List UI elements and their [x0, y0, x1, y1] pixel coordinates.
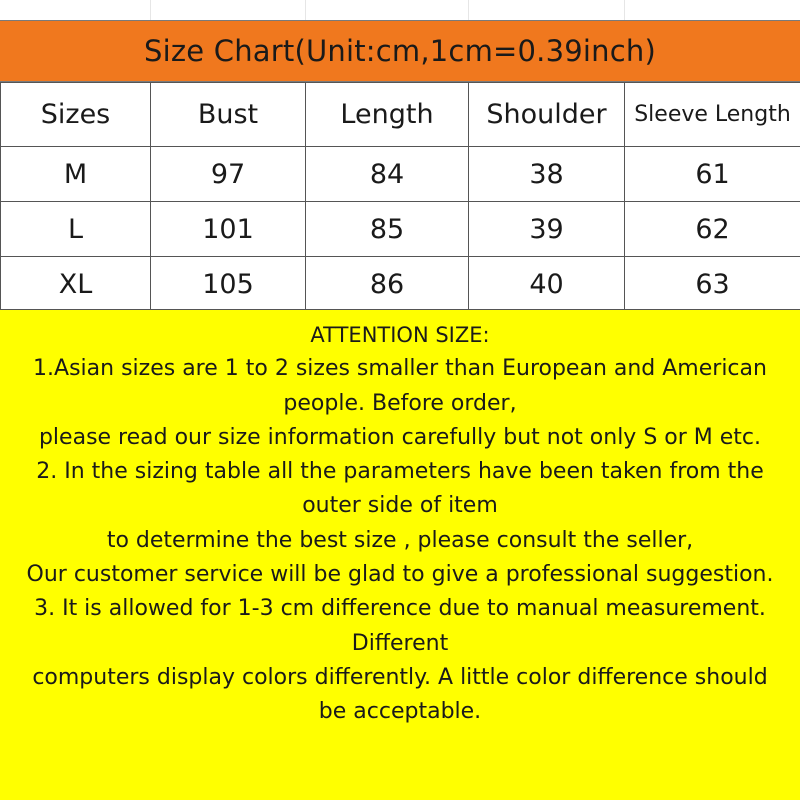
- shoulder-cell: 38: [469, 147, 625, 202]
- table-row: [1, 257, 800, 312]
- column-header-shoulder: Shoulder: [469, 83, 625, 147]
- shoulder-cell: 39: [469, 202, 625, 257]
- size-cell: M: [1, 147, 151, 202]
- notice-line: computers display colors differently. A little color difference should: [32, 664, 768, 690]
- size-cell: L: [1, 202, 151, 257]
- grid-line: [624, 0, 625, 20]
- sleeve-length-cell: 63: [625, 257, 800, 312]
- notice-line: 1.Asian sizes are 1 to 2 sizes smaller than European and American: [33, 356, 767, 382]
- notice-line: to determine the best size , please consult the seller,: [106, 527, 694, 553]
- column-header-sizes: Sizes: [1, 83, 151, 147]
- bust-cell: 101: [151, 202, 306, 257]
- length-cell: 85: [306, 202, 469, 257]
- notice-heading: ATTENTION SIZE:: [310, 323, 490, 347]
- sleeve-length-cell: 62: [625, 202, 800, 257]
- notice-line: Our customer service will be glad to give a professional suggestion.: [26, 562, 774, 588]
- table-row: [1, 147, 800, 202]
- notice-line: be acceptable.: [318, 699, 482, 725]
- notice-line: 3. It is allowed for 1-3 cm difference due to manual measurement.: [34, 596, 766, 622]
- table-row: [1, 202, 800, 257]
- length-cell: 84: [306, 147, 469, 202]
- table-header-row: [1, 83, 800, 147]
- shoulder-cell: 40: [469, 257, 625, 312]
- notice-line: Different: [351, 630, 449, 656]
- sleeve-length-cell: 61: [625, 147, 800, 202]
- grid-line: [305, 0, 306, 20]
- column-header-sleeve-length: Sleeve Length: [625, 83, 800, 147]
- column-header-bust: Bust: [151, 83, 306, 147]
- notice-line: please read our size information carefully but not only S or M etc.: [38, 424, 762, 450]
- column-header-length: Length: [306, 83, 469, 147]
- grid-line: [468, 0, 469, 20]
- size-table: [0, 82, 800, 312]
- bust-cell: 105: [151, 257, 306, 312]
- spreadsheet-grid-strip: [0, 0, 800, 20]
- attention-notice: [0, 309, 800, 800]
- notice-line: people. Before order,: [283, 390, 517, 416]
- grid-line: [150, 0, 151, 20]
- size-chart-title: Size Chart(Unit:cm,1cm=0.39inch): [0, 20, 800, 82]
- length-cell: 86: [306, 257, 469, 312]
- bust-cell: 97: [151, 147, 306, 202]
- size-cell: XL: [1, 257, 151, 312]
- notice-line: outer side of item: [302, 493, 498, 519]
- notice-line: 2. In the sizing table all the parameters have been taken from the: [36, 459, 764, 485]
